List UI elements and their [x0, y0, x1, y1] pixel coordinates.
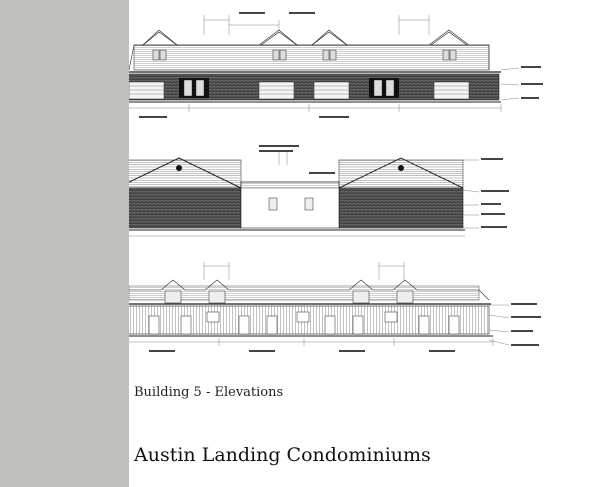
sheet-subtitle: Building 5 - Elevations: [134, 385, 284, 400]
front-elevation: [129, 12, 543, 118]
rear-elevation: [129, 262, 541, 352]
side-elevation: [129, 145, 509, 236]
sheet-title: Austin Landing Condominiums: [134, 444, 431, 466]
elevation-drawings: [129, 0, 600, 370]
sidebar-panel: [0, 0, 129, 487]
